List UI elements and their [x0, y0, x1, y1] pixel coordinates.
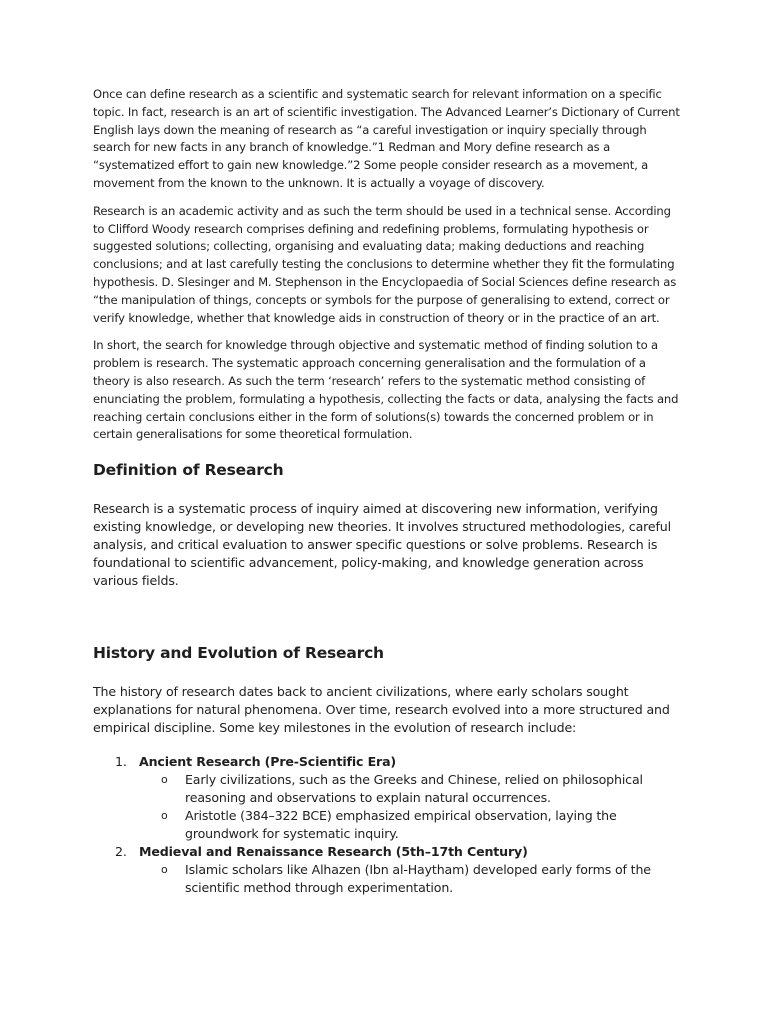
history-heading: History and Evolution of Research	[93, 644, 384, 663]
milestone-point	[139, 861, 683, 897]
definition-section	[93, 459, 683, 590]
milestone-point	[139, 807, 683, 843]
intro-section	[93, 86, 683, 444]
milestone-title: Ancient Research (Pre-Scientific Era)	[139, 754, 397, 770]
history-paragraph: The history of research dates back to ancient civilizations, where early scholars sought explanations for natural phenomena. Over time, research evolved into a more structured and empirical discipline. Some key milestones in the evolution of research include:	[93, 684, 670, 736]
bullet-icon: o	[161, 863, 168, 877]
intro-paragraph-1: Once can define research as a scientific and systematic search for relevant information on a specific topic. In fact, research is an art of scientific investigation. The Advanced Learner’s Dictionary of Current English lays down the meaning of research as “a careful investigation or inquiry specially through search for new facts in any branch of knowledge.”1 Redman and Mory define research as a “systematized effort to gain new knowledge.”2 Some people consider research as a movement, a movement from the known to the unknown. It is actually a voyage of discovery.	[93, 87, 680, 190]
bullet-icon: o	[161, 773, 168, 787]
intro-paragraph-2: Research is an academic activity and as such the term should be used in a technical sense. According to Clifford Woody research comprises defining and redefining problems, formulating hypothesis or suggested solutions; collecting, organising and evaluating data; making deductions and reaching conclusions; and at last carefully testing the conclusions to determine whether they fit the formulating hypothesis. D. Slesinger and M. Stephenson in the Encyclopaedia of Social Sciences define research as “the manipulation of things, concepts or symbols for the purpose of generalising to extend, correct or verify knowledge, whether that knowledge aids in construction of theory or in the practice of an art.	[93, 203, 677, 325]
milestone-number: 1.	[115, 754, 127, 770]
milestone-item	[93, 843, 683, 897]
document-page	[93, 86, 683, 897]
milestones-list	[93, 753, 683, 897]
milestone-point-text: Islamic scholars like Alhazen (Ibn al-Haytham) developed early forms of the scientific method through experimentation.	[185, 862, 651, 896]
milestone-points	[139, 771, 683, 843]
milestone-point	[139, 771, 683, 807]
milestone-number: 2.	[115, 844, 127, 860]
bullet-icon: o	[161, 809, 168, 823]
milestone-title: Medieval and Renaissance Research (5th–17th Century)	[139, 844, 528, 860]
intro-paragraph-3: In short, the search for knowledge through objective and systematic method of finding solution to a problem is research. The systematic approach concerning generalisation and the formulation of a theory is also research. As such the term ‘research’ refers to the systematic method consisting of enunciating the problem, formulating a hypothesis, collecting the facts or data, analysing the facts and reaching certain conclusions either in the form of solutions(s) towards the concerned problem or in certain generalisations for some theoretical formulation.	[93, 338, 679, 442]
milestone-item	[93, 753, 683, 843]
definition-heading: Definition of Research	[93, 461, 284, 480]
milestone-points	[139, 861, 683, 897]
milestone-point-text: Early civilizations, such as the Greeks and Chinese, relied on philosophical reasoning and observations to explain natural occurrences.	[185, 772, 643, 806]
definition-paragraph: Research is a systematic process of inquiry aimed at discovering new information, verifying existing knowledge, or developing new theories. It involves structured methodologies, careful analysis, and critical evaluation to answer specific questions or solve problems. Research is foundational to scientific advancement, policy-making, and knowledge generation across various fields.	[93, 501, 671, 589]
milestone-point-text: Aristotle (384–322 BCE) emphasized empirical observation, laying the groundwork for systematic inquiry.	[185, 808, 617, 842]
history-section	[93, 642, 683, 897]
